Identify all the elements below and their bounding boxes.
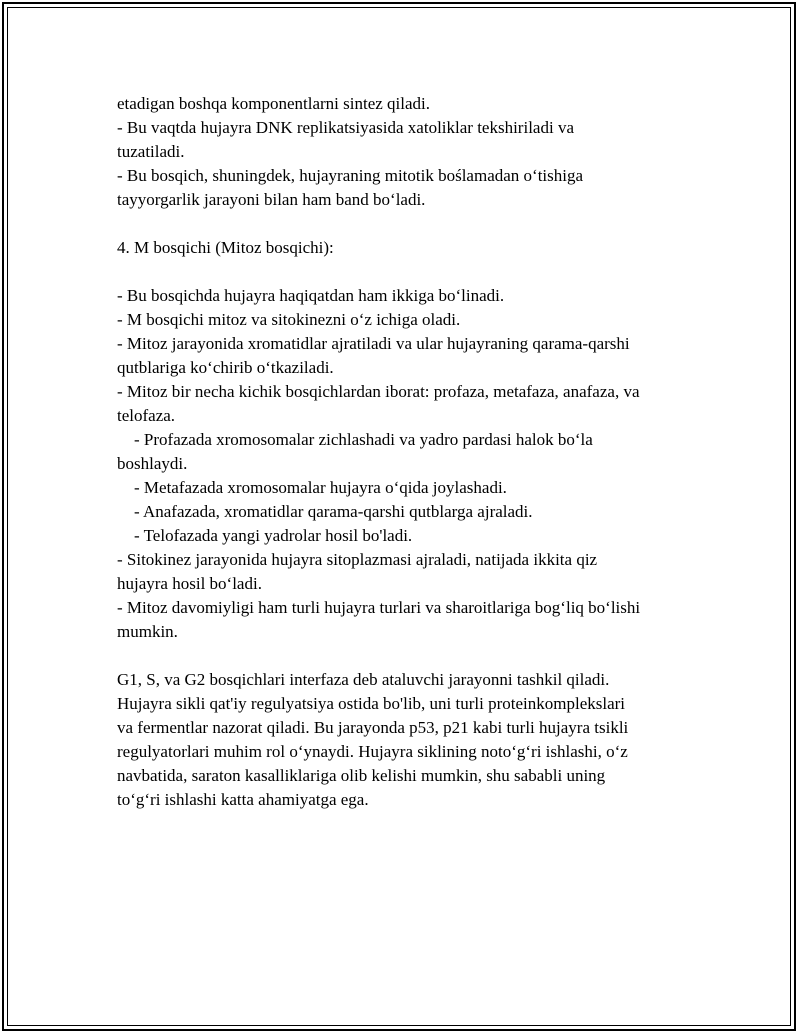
blank-line (117, 212, 697, 236)
text-line: - Bu bosqich, shuningdek, hujayraning mitotik boślamadan o‘tishiga (117, 166, 584, 185)
text-line: - Profazada xromosomalar zichlashadi va yadro pardasi halok bo‘la (117, 430, 593, 449)
text-line: etadigan boshqa komponentlarni sintez qiladi. (117, 94, 431, 113)
text-line: - M bosqichi mitoz va sitokinezni o‘z ichiga oladi. (117, 310, 461, 329)
text-line: - Telofazada yangi yadrolar hosil bo'ladi. (117, 526, 413, 545)
text-line: tayyorgarlik jarayoni bilan ham band bo‘ladi. (117, 190, 426, 209)
text-line: to‘g‘ri ishlashi katta ahamiyatga ega. (117, 790, 369, 809)
text-line: regulyatorlari muhim rol o‘ynaydi. Hujayra siklining noto‘g‘ri ishlashi, o‘z (117, 742, 628, 761)
text-line: Hujayra sikli qat'iy regulyatsiya ostida bo'lib, uni turli proteinkomplekslari (117, 694, 626, 713)
text-line: G1, S, va G2 bosqichlari interfaza deb ataluvchi jarayonni tashkil qiladi. (117, 670, 610, 689)
text-line: qutblariga ko‘chirib o‘tkaziladi. (117, 358, 334, 377)
text-line: tuzatiladi. (117, 142, 185, 161)
blank-line (117, 644, 697, 668)
blank-line (117, 260, 697, 284)
text-line: mumkin. (117, 622, 178, 641)
text-line: va fermentlar nazorat qiladi. Bu jarayonda p53, p21 kabi turli hujayra tsikli (117, 718, 629, 737)
text-line: - Mitoz davomiyligi ham turli hujayra turlari va sharoitlariga bog‘liq bo‘lishi (117, 598, 641, 617)
text-line: - Bu vaqtda hujayra DNK replikatsiyasida xatoliklar tekshiriladi va (117, 118, 574, 137)
document-body (117, 92, 697, 812)
text-line: telofaza. (117, 406, 176, 425)
text-line: boshlaydi. (117, 454, 188, 473)
text-line: 4. M bosqichi (Mitoz bosqichi): (117, 238, 334, 257)
text-line: - Mitoz bir necha kichik bosqichlardan iborat: profaza, metafaza, anafaza, va (117, 382, 640, 401)
text-line: hujayra hosil bo‘ladi. (117, 574, 262, 593)
text-line: - Sitokinez jarayonida hujayra sitoplazmasi ajraladi, natijada ikkita qiz (117, 550, 598, 569)
text-line: - Bu bosqichda hujayra haqiqatdan ham ikkiga bo‘linadi. (117, 286, 505, 305)
text-line: - Metafazada xromosomalar hujayra o‘qida joylashadi. (117, 478, 507, 497)
text-line: - Anafazada, xromatidlar qarama-qarshi qutblarga ajraladi. (117, 502, 533, 521)
text-line: - Mitoz jarayonida xromatidlar ajratiladi va ular hujayraning qarama-qarshi (117, 334, 630, 353)
text-line: navbatida, saraton kasalliklariga olib kelishi mumkin, shu sababli uning (117, 766, 606, 785)
